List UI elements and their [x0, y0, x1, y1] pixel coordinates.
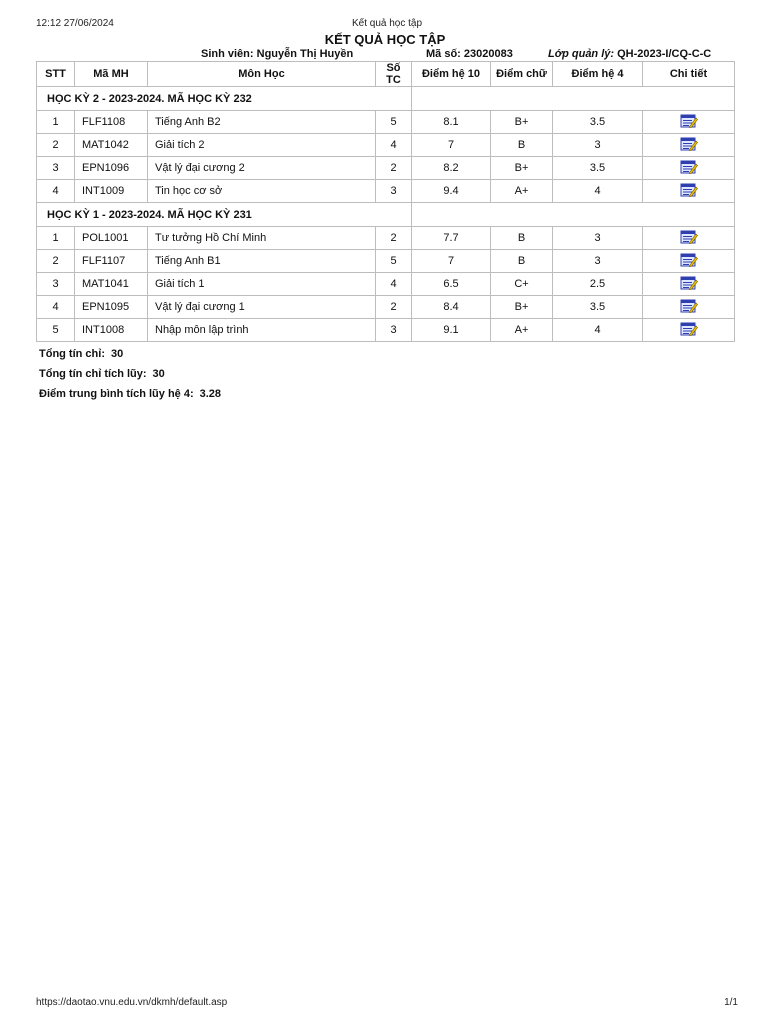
cell-credits: 2 — [376, 296, 412, 319]
cell-stt: 3 — [37, 273, 75, 296]
cell-course-name: Tiếng Anh B2 — [148, 111, 376, 134]
print-datetime: 12:12 27/06/2024 — [36, 18, 114, 29]
cell-score10: 8.1 — [412, 111, 491, 134]
total-credits-line — [36, 344, 734, 364]
report-title: KẾT QUẢ HỌC TẬP — [324, 32, 446, 47]
cell-score4: 4 — [553, 319, 643, 342]
cell-stt: 2 — [37, 134, 75, 157]
table-row — [37, 111, 735, 134]
cell-letter: A+ — [491, 319, 553, 342]
class-label: Lớp quản lý: — [548, 48, 615, 60]
notepad-pencil-icon[interactable] — [680, 183, 698, 200]
table-row — [37, 250, 735, 273]
cell-detail — [643, 157, 735, 180]
cell-letter: B — [491, 227, 553, 250]
cell-letter: C+ — [491, 273, 553, 296]
cell-detail — [643, 227, 735, 250]
summary — [36, 344, 734, 404]
cell-score4: 3 — [553, 134, 643, 157]
header-course-code: Mã MH — [75, 62, 148, 87]
cell-score4: 3.5 — [553, 111, 643, 134]
cell-score4: 3 — [553, 227, 643, 250]
cell-score10: 8.4 — [412, 296, 491, 319]
cell-score4: 3.5 — [553, 296, 643, 319]
header-credits: Số TC — [376, 62, 412, 87]
cell-credits: 3 — [376, 180, 412, 203]
gpa-line — [36, 384, 734, 404]
print-url: https://daotao.vnu.edu.vn/dkmh/default.asp — [36, 997, 228, 1008]
student-name-line — [201, 47, 353, 61]
accumulated-credits-label: Tổng tín chỉ tích lũy: — [39, 368, 147, 380]
cell-letter: B — [491, 250, 553, 273]
cell-detail — [643, 250, 735, 273]
student-info — [36, 47, 734, 61]
semester-label: HỌC KỲ 1 - 2023-2024. MÃ HỌC KỲ 231 — [37, 203, 412, 227]
print-page-number: 1/1 — [724, 997, 738, 1008]
cell-score4: 2.5 — [553, 273, 643, 296]
table-row — [37, 180, 735, 203]
cell-course-name: Vật lý đại cương 2 — [148, 157, 376, 180]
cell-course-code: MAT1041 — [75, 273, 148, 296]
semester-row-filler — [412, 203, 735, 227]
cell-course-code: EPN1095 — [75, 296, 148, 319]
table-header-row — [37, 62, 735, 87]
cell-credits: 2 — [376, 227, 412, 250]
cell-score4: 3.5 — [553, 157, 643, 180]
semester-row — [37, 87, 735, 111]
gpa-value: 3.28 — [199, 388, 222, 400]
cell-course-code: FLF1108 — [75, 111, 148, 134]
student-id-line — [426, 47, 513, 61]
cell-course-name: Tiếng Anh B1 — [148, 250, 376, 273]
cell-score10: 6.5 — [412, 273, 491, 296]
cell-letter: B+ — [491, 296, 553, 319]
cell-course-code: INT1009 — [75, 180, 148, 203]
cell-course-name: Giải tích 2 — [148, 134, 376, 157]
cell-score4: 3 — [553, 250, 643, 273]
print-footer — [36, 997, 738, 1011]
total-credits-label: Tổng tín chỉ: — [39, 348, 105, 360]
table-row — [37, 227, 735, 250]
cell-course-name: Tin học cơ sở — [148, 180, 376, 203]
cell-score10: 9.4 — [412, 180, 491, 203]
cell-course-name: Tư tưởng Hồ Chí Minh — [148, 227, 376, 250]
header-score10: Điểm hệ 10 — [412, 62, 491, 87]
header-course-name: Môn Học — [148, 62, 376, 87]
cell-stt: 3 — [37, 157, 75, 180]
header-stt: STT — [37, 62, 75, 87]
notepad-pencil-icon[interactable] — [680, 299, 698, 316]
table-row — [37, 134, 735, 157]
cell-stt: 2 — [37, 250, 75, 273]
cell-course-name: Nhập môn lập trình — [148, 319, 376, 342]
header-detail: Chi tiết — [643, 62, 735, 87]
cell-detail — [643, 319, 735, 342]
cell-course-name: Vật lý đại cương 1 — [148, 296, 376, 319]
cell-credits: 2 — [376, 157, 412, 180]
header-score4: Điểm hệ 4 — [553, 62, 643, 87]
cell-course-name: Giải tích 1 — [148, 273, 376, 296]
student-name: Nguyễn Thị Huyền — [256, 48, 354, 60]
cell-course-code: FLF1107 — [75, 250, 148, 273]
cell-detail — [643, 296, 735, 319]
cell-score10: 8.2 — [412, 157, 491, 180]
accumulated-credits-line — [36, 364, 734, 384]
semester-row — [37, 203, 735, 227]
accumulated-credits-value: 30 — [152, 368, 165, 380]
notepad-pencil-icon[interactable] — [680, 322, 698, 339]
cell-credits: 4 — [376, 134, 412, 157]
grades-body — [37, 87, 735, 342]
cell-score10: 7 — [412, 250, 491, 273]
table-row — [37, 319, 735, 342]
cell-course-code: POL1001 — [75, 227, 148, 250]
report — [36, 32, 734, 404]
student-id-label: Mã số: — [426, 48, 461, 60]
cell-detail — [643, 273, 735, 296]
cell-letter: B — [491, 134, 553, 157]
cell-letter: B+ — [491, 111, 553, 134]
cell-stt: 5 — [37, 319, 75, 342]
cell-course-code: INT1008 — [75, 319, 148, 342]
cell-detail — [643, 134, 735, 157]
cell-detail — [643, 111, 735, 134]
total-credits-value: 30 — [110, 348, 124, 360]
notepad-pencil-icon[interactable] — [680, 114, 698, 131]
semester-row-filler — [412, 87, 735, 111]
table-row — [37, 273, 735, 296]
cell-letter: A+ — [491, 180, 553, 203]
table-row — [37, 157, 735, 180]
cell-score10: 9.1 — [412, 319, 491, 342]
cell-credits: 4 — [376, 273, 412, 296]
print-header — [36, 18, 738, 32]
class-code: QH-2023-I/CQ-C-C — [617, 48, 712, 60]
header-letter: Điểm chữ — [491, 62, 553, 87]
cell-course-code: EPN1096 — [75, 157, 148, 180]
cell-stt: 1 — [37, 227, 75, 250]
cell-stt: 4 — [37, 180, 75, 203]
cell-score4: 4 — [553, 180, 643, 203]
semester-label: HỌC KỲ 2 - 2023-2024. MÃ HỌC KỲ 232 — [37, 87, 412, 111]
student-id: 23020083 — [463, 48, 513, 60]
cell-course-code: MAT1042 — [75, 134, 148, 157]
print-page-title: Kết quả học tập — [351, 18, 423, 29]
cell-credits: 5 — [376, 250, 412, 273]
cell-score10: 7.7 — [412, 227, 491, 250]
cell-stt: 1 — [37, 111, 75, 134]
notepad-pencil-icon[interactable] — [680, 160, 698, 177]
gpa-label: Điểm trung bình tích lũy hệ 4: — [39, 388, 194, 400]
cell-stt: 4 — [37, 296, 75, 319]
cell-score10: 7 — [412, 134, 491, 157]
notepad-pencil-icon[interactable] — [680, 137, 698, 154]
cell-credits: 3 — [376, 319, 412, 342]
cell-letter: B+ — [491, 157, 553, 180]
notepad-pencil-icon[interactable] — [680, 230, 698, 247]
cell-detail — [643, 180, 735, 203]
notepad-pencil-icon[interactable] — [680, 276, 698, 293]
student-label: Sinh viên: — [201, 48, 254, 60]
notepad-pencil-icon[interactable] — [680, 253, 698, 270]
cell-credits: 5 — [376, 111, 412, 134]
table-row — [37, 296, 735, 319]
grades-table — [36, 61, 735, 342]
class-line — [548, 47, 711, 61]
